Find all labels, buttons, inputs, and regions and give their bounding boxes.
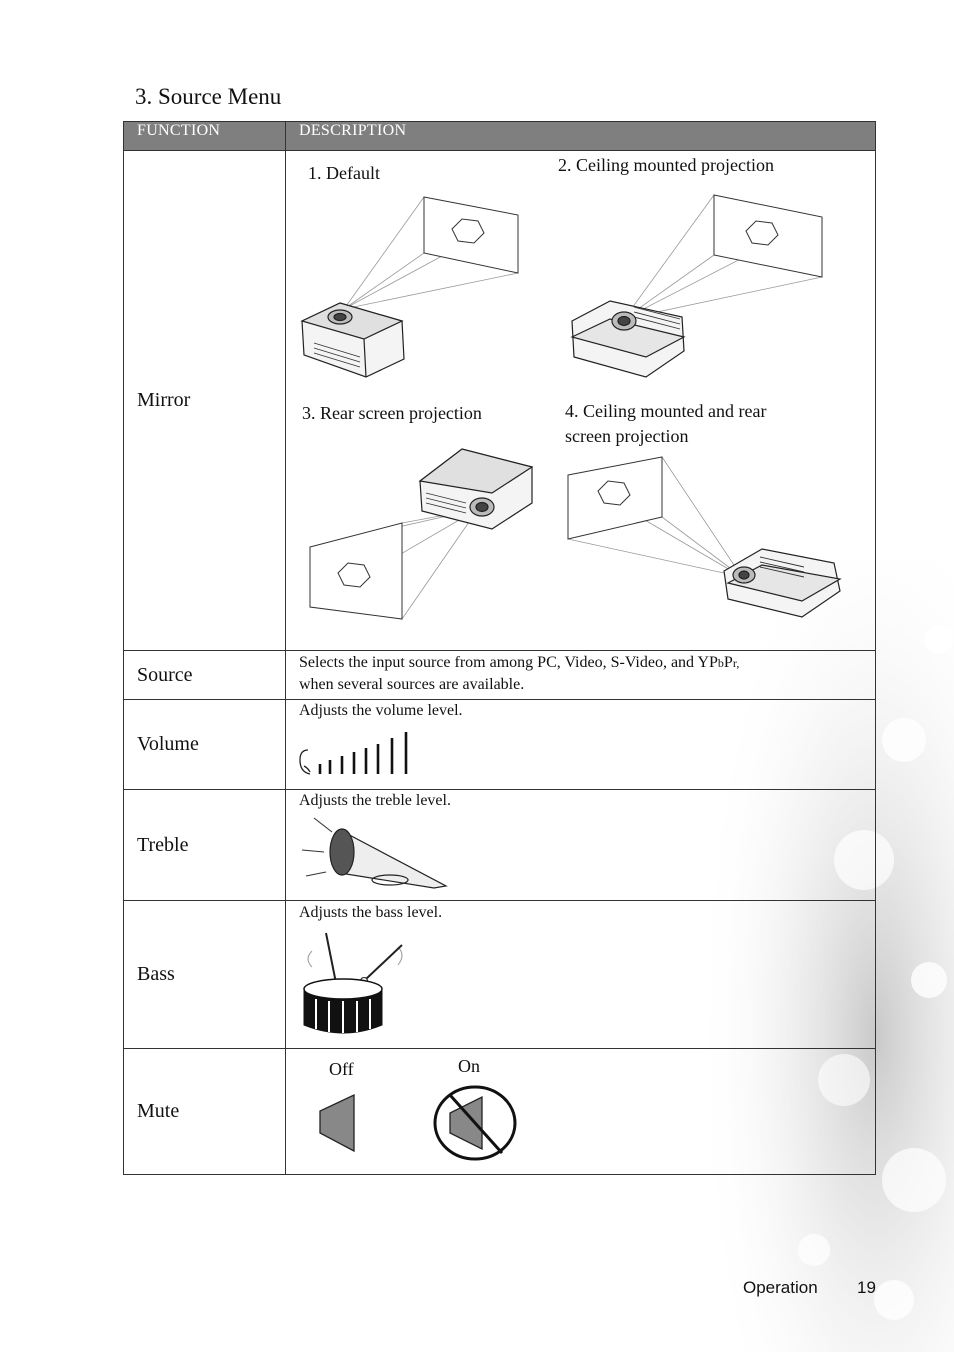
caption-rear: 3. Rear screen projection bbox=[302, 403, 482, 423]
bass-description-text: Adjusts the bass level. bbox=[299, 904, 443, 921]
function-volume: Volume bbox=[124, 700, 286, 790]
source-letter-b: b bbox=[717, 656, 724, 670]
header-description: DESCRIPTION bbox=[286, 122, 876, 151]
function-mute: Mute bbox=[124, 1049, 286, 1175]
table-header-row bbox=[124, 122, 876, 151]
speaker-muted-icon bbox=[432, 1085, 518, 1163]
volume-description-text: Adjusts the volume level. bbox=[299, 702, 463, 719]
source-description-line2: when several sources are available. bbox=[299, 676, 525, 693]
table-row-mute bbox=[124, 1049, 876, 1175]
mirror-description bbox=[286, 151, 876, 651]
header-function: FUNCTION bbox=[124, 122, 286, 151]
table-row-volume bbox=[124, 700, 876, 790]
caption-default: 1. Default bbox=[308, 163, 380, 183]
table-row-treble bbox=[124, 790, 876, 901]
function-mirror: Mirror bbox=[124, 151, 286, 651]
volume-level-icon bbox=[298, 728, 428, 780]
source-letter-p2: P bbox=[723, 654, 733, 671]
function-source: Source bbox=[124, 651, 286, 700]
caption-ceiling-rear-line2: screen projection bbox=[565, 426, 689, 446]
table-row-source bbox=[124, 651, 876, 700]
source-letter-r: r, bbox=[732, 656, 740, 670]
function-treble: Treble bbox=[124, 790, 286, 901]
footer-section-label: Operation bbox=[743, 1278, 818, 1297]
rear-projection-illustration bbox=[302, 441, 536, 623]
volume-description bbox=[286, 700, 876, 790]
footer-page-number: 19 bbox=[857, 1278, 876, 1297]
mute-description bbox=[286, 1049, 876, 1175]
bass-drum-icon bbox=[302, 929, 412, 1037]
source-letter-p1: P bbox=[709, 654, 718, 671]
treble-description-text: Adjusts the treble level. bbox=[299, 792, 451, 809]
ceiling-rear-projection-illustration bbox=[564, 453, 846, 629]
table-row-bass bbox=[124, 901, 876, 1049]
caption-ceiling-rear-line1: 4. Ceiling mounted and rear bbox=[565, 401, 767, 421]
source-menu-table bbox=[123, 121, 876, 1175]
section-title: 3. Source Menu bbox=[135, 84, 282, 109]
source-description bbox=[286, 651, 876, 700]
treble-horn-icon bbox=[300, 814, 450, 898]
source-description-line1: Selects the input source from among PC, Video, S-Video, and Y bbox=[299, 654, 710, 671]
default-projection-illustration bbox=[300, 191, 522, 383]
caption-ceiling: 2. Ceiling mounted projection bbox=[558, 155, 774, 175]
treble-description bbox=[286, 790, 876, 901]
speaker-off-icon bbox=[318, 1093, 358, 1153]
function-bass: Bass bbox=[124, 901, 286, 1049]
bass-description bbox=[286, 901, 876, 1049]
mute-on-label: On bbox=[458, 1056, 480, 1076]
ceiling-projection-illustration bbox=[564, 191, 826, 391]
mute-off-label: Off bbox=[329, 1059, 354, 1079]
table-row-mirror bbox=[124, 151, 876, 651]
